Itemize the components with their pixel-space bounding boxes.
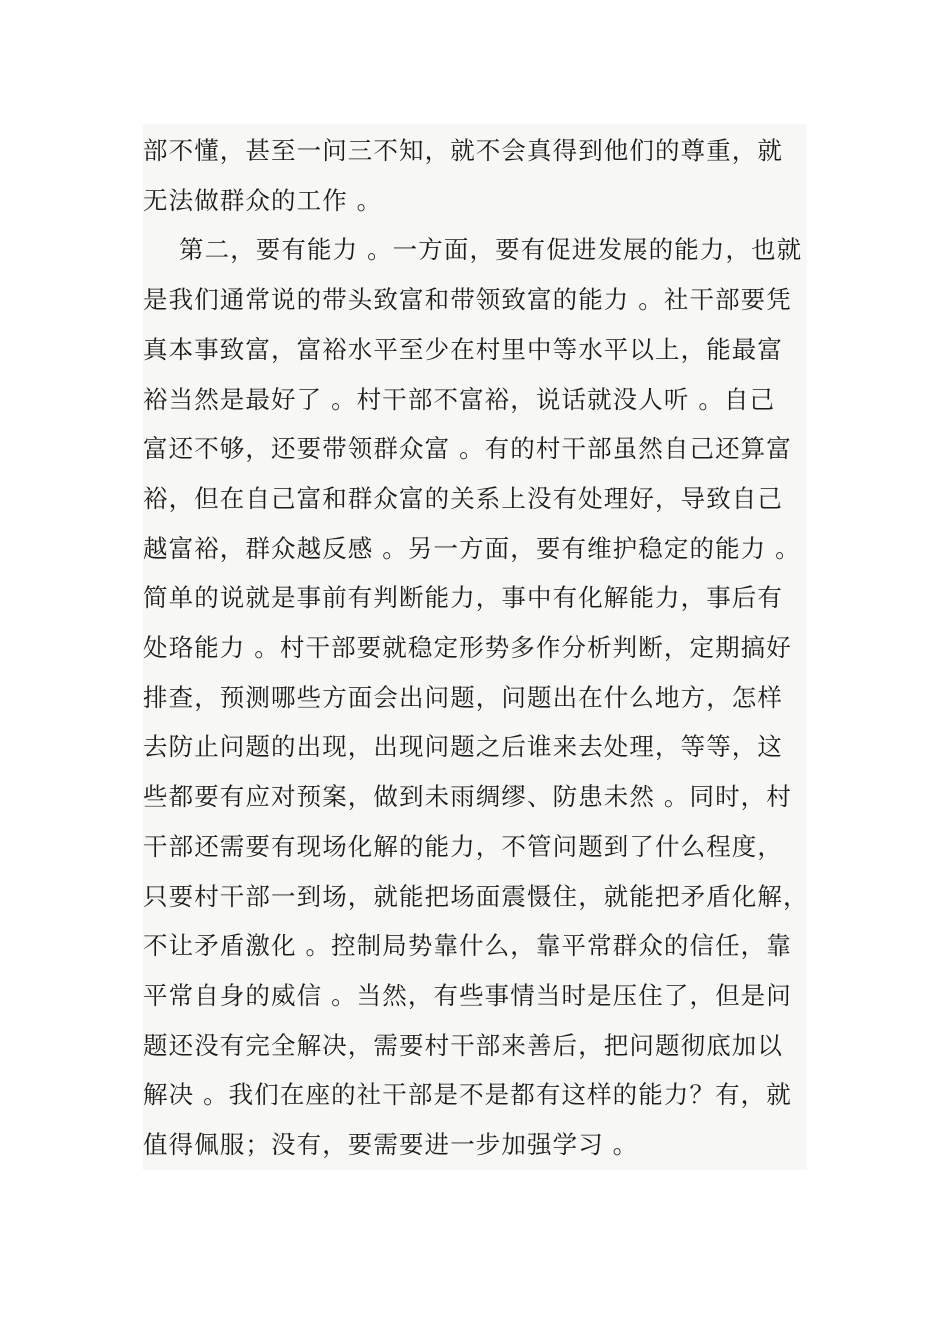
text-line: 越富裕，群众越反感 。另一方面，要有维护稳定的能力 。 bbox=[143, 533, 801, 563]
text-line: 排查，预测哪些方面会出问题，问题出在什么地方，怎样 bbox=[143, 682, 783, 712]
text-line: 解决 。我们在座的社干部是不是都有这样的能力？有，就 bbox=[143, 1080, 792, 1110]
text-line: 真本事致富，富裕水平至少在村里中等水平以上，能最富 bbox=[143, 334, 783, 364]
text-line: 些都要有应对预案，做到未雨绸缪、防患未然 。同时，村 bbox=[143, 782, 792, 812]
text-line: 不让矛盾激化 。控制局势靠什么，靠平常群众的信任，靠 bbox=[143, 931, 792, 961]
text-line: 只要村干部一到场，就能把场面震慑住，就能把矛盾化解， bbox=[143, 881, 809, 911]
text-line: 简单的说就是事前有判断能力，事中有化解能力，事后有 bbox=[143, 583, 783, 613]
text-line: 第二，要有能力 。一方面，要有促进发展的能力，也就 bbox=[179, 235, 803, 265]
text-line: 平常自身的威信 。当然，有些事情当时是压住了，但是问 bbox=[143, 980, 792, 1010]
text-line: 部不懂，甚至一问三不知，就不会真得到他们的尊重，就 bbox=[143, 136, 783, 165]
text-line: 题还没有完全解决，需要村干部来善后，把问题彻底加以 bbox=[143, 1030, 783, 1060]
text-line: 去防止问题的出现，出现问题之后谁来去处理，等等，这 bbox=[143, 732, 783, 762]
text-line: 是我们通常说的带头致富和带领致富的能力 。社干部要凭 bbox=[143, 285, 792, 315]
text-line: 无法做群众的工作 。 bbox=[143, 185, 383, 215]
text-line: 值得佩服；没有，要需要进一步加强学习 。 bbox=[143, 1130, 639, 1159]
text-line: 裕，但在自己富和群众富的关系上没有处理好，导致自己 bbox=[143, 483, 783, 513]
text-line: 干部还需要有现场化解的能力，不管问题到了什么程度， bbox=[143, 831, 783, 861]
text-line: 处珞能力 。村干部要就稳定形势多作分析判断，定期搞好 bbox=[143, 633, 792, 662]
document-text-block bbox=[143, 124, 807, 1170]
text-line: 裕当然是最好了 。村干部不富裕，说话就没人听 。自己 bbox=[143, 384, 776, 414]
text-line: 富还不够，还要带领群众富 。有的村干部虽然自己还算富 bbox=[143, 434, 792, 464]
